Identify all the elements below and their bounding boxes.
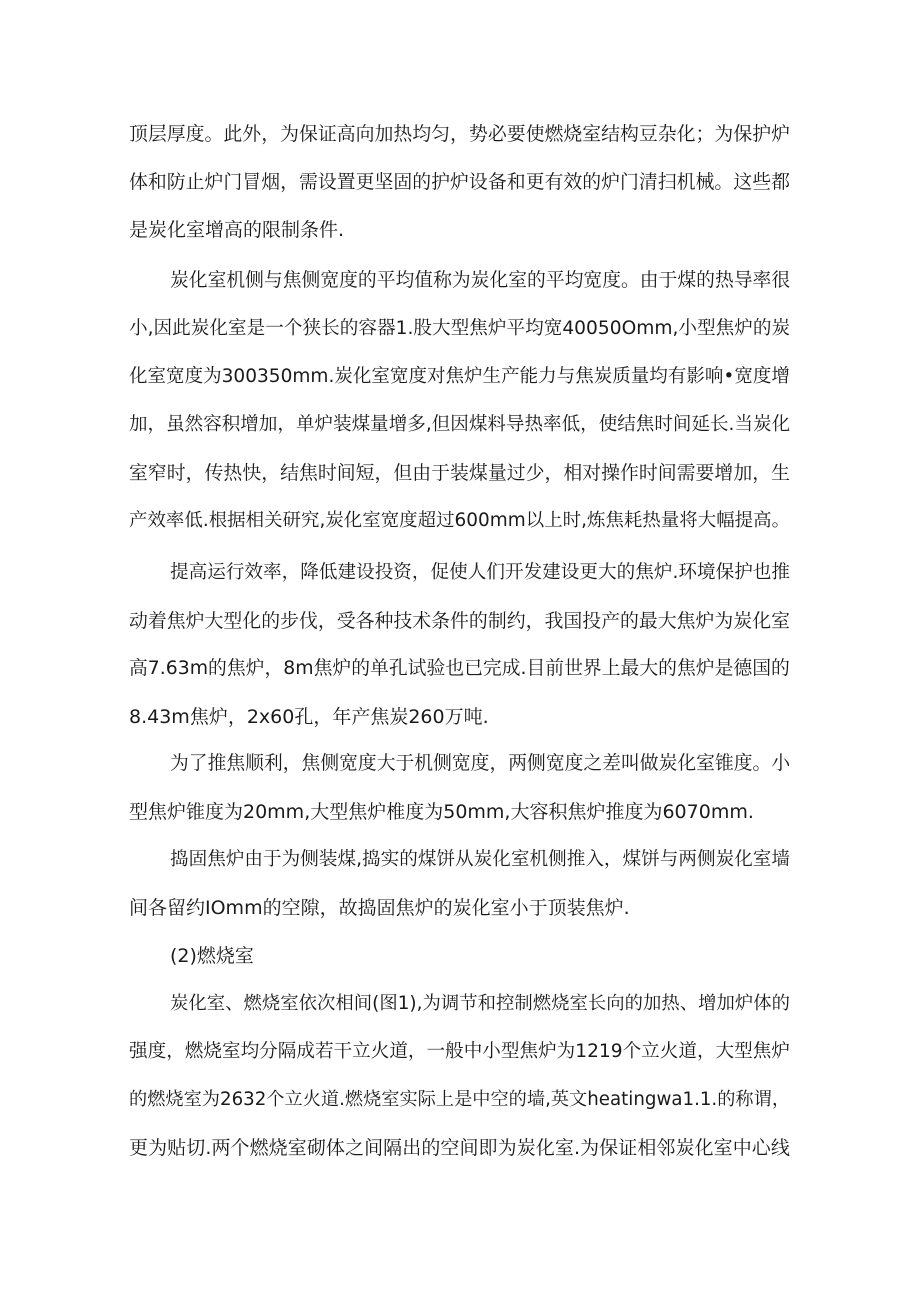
text-line: 更为贴切.两个燃烧室砌体之间隔出的空间即为炭化室.为保证相邻炭化室中心线 [129,1137,790,1159]
text-line: 8.43m焦炉，2x60孔，年产焦炭260万吨. [129,706,489,728]
text-line: 间各留约IOmm的空隙，故捣固焦炉的炭化室小于顶装焦炉. [129,897,630,919]
section-heading: (2)燃烧室 [170,945,254,967]
text-line: 小,因此炭化室是一个狭长的容器1.股大型焦炉平均宽40050Omm,小型焦炉的炭 [129,318,791,339]
text-line: 高7.63m的焦炉，8m焦炉的单孔试验也已完成.目前世界上最大的焦炉是德国的 [129,658,790,679]
text-line: 动着焦炉大型化的步伐，受各种技术条件的制约，我国投产的最大焦炉为炭化室 [129,610,790,632]
text-line: 提高运行效率，降低建设投资，促使人们开发建设更大的焦炉.环境保护也推 [170,562,791,583]
text-line: 化室宽度为300350mm.炭化室宽度对焦炉生产能力与焦炭质量均有影响•宽度增 [129,366,790,387]
text-line: 为了推焦顺利，焦侧宽度大于机侧宽度，两侧宽度之差叫做炭化室锥度。小 [170,753,791,774]
text-line: 体和防止炉门冒烟，需设置更坚固的护炉设备和更有效的炉门清扫机械。这些都 [129,171,790,193]
text-line: 的燃烧室为2632个立火道.燃烧室实际上是中空的墙,英文heatingwa1.1.的称谓， [129,1089,791,1110]
text-line: 是炭化室增高的限制条件. [129,219,345,241]
text-line: 炭化室机侧与焦侧宽度的平均值称为炭化室的平均宽度。由于煤的热导率很 [170,270,791,291]
text-line: 炭化室、燃烧室依次相间(图1),为调节和控制燃烧室长向的加热、增加炉体的 [170,993,791,1014]
text-line: 强度，燃烧室均分隔成若干立火道，一般中小型焦炉为1219个立火道，大型焦炉 [129,1041,790,1062]
text-line: 产效率低.根据相关研究,炭化室宽度超过600mm以上时,炼焦耗热量将大幅提高。 [129,510,791,531]
text-line: 室窄时，传热快，结焦时间短，但由于装煤量过少，相对操作时间需要增加，生 [129,462,790,484]
text-line: 捣固焦炉由于为侧装煤,捣实的煤饼从炭化室机侧推入，煤饼与两侧炭化室墙 [170,849,791,870]
text-line: 加，虽然容积增加，单炉装煤量增多,但因煤料导热率低，使结焦时间延长.当炭化 [129,414,791,435]
text-line: 顶层厚度。此外，为保证高向加热均匀，势必要使燃烧室结构豆杂化；为保护炉 [129,123,790,145]
text-line: 型焦炉锥度为20mm,大型焦炉椎度为50mm,大容积焦炉推度为6070mm. [129,801,754,823]
